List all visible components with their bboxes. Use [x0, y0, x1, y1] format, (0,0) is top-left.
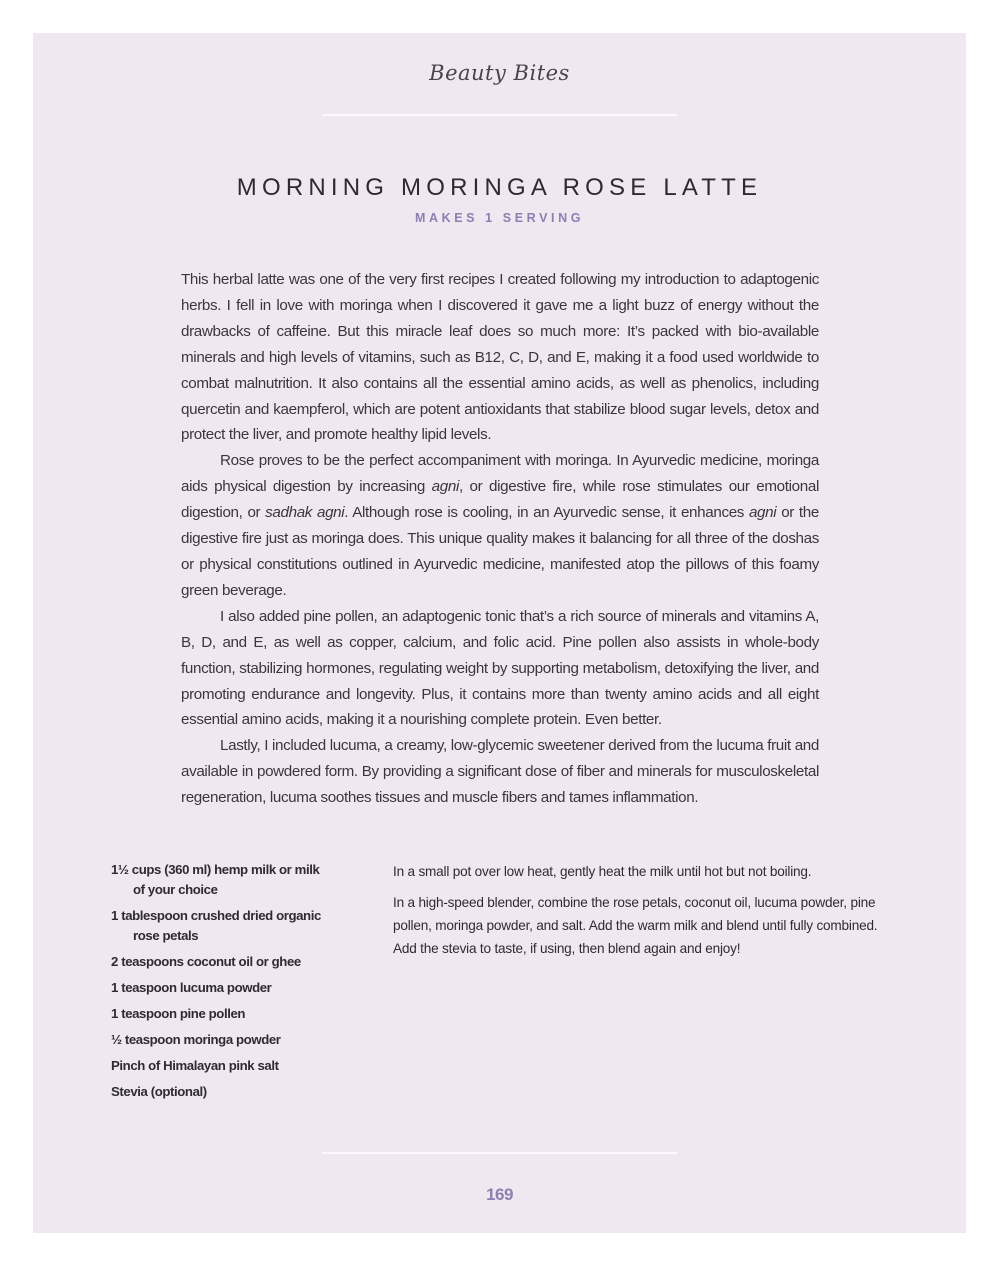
recipe-intro: [181, 267, 819, 811]
intro-paragraph: I also added pine pollen, an adaptogenic tonic that’s a rich source of minerals and vitamins A, B, D, and E, as well as copper, calcium, and folic acid. Pine pollen also assists in whole-body function, stabilizing hormones, regulating weight by supporting metabolism, detoxifying the liver, and promoting endurance and longevity. Plus, it contains more than twenty amino acids and all eight essential amino acids, making it a nourishing complete protein. Even better.: [181, 607, 819, 729]
intro-text: or the digestive fire just as moringa does. This unique quality makes it balancing for all three of the doshas or physical constitutions outlined in Ayurvedic medicine, manifested atop the pillows of this foamy green beverage.: [181, 504, 819, 599]
intro-paragraph: This herbal latte was one of the very first recipes I created following my introduction to adaptogenic herbs. I fell in love with moringa when I discovered it gave me a light buzz of energy without the drawbacks of caffeine. But this miracle leaf does so much more: It’s packed with bio-available minerals and high levels of vitamins, such as B12, C, D, and E, making it a food used worldwide to combat malnutrition. It also contains all the essential amino acids, as well as phenolics, including quercetin and kaempferol, which are potent antioxidants that stabilize blood sugar levels, detox and protect the liver, and promote healthy lipid levels.: [181, 271, 819, 444]
direction-step: In a small pot over low heat, gently heat the milk until hot but not boiling.: [393, 864, 812, 879]
intro-italic-term: agni: [748, 504, 777, 522]
intro-paragraph: Lastly, I included lucuma, a creamy, low-glycemic sweetener derived from the lucuma fruit and available in powdered form. By providing a significant dose of fiber and minerals for musculoskeletal regeneration, lucuma soothes tissues and muscle fibers and tames inflammation.: [181, 737, 819, 807]
ingredient-item: Pinch of Himalayan pink salt: [111, 1058, 279, 1073]
ingredient-item: ½ teaspoon moringa powder: [111, 1032, 281, 1047]
intro-italic-term: agni: [431, 478, 459, 496]
page-number: 169: [486, 1185, 513, 1204]
ingredient-item: 1 teaspoon pine pollen: [111, 1006, 246, 1021]
ingredient-list: [111, 860, 321, 1108]
ingredient-item: 1 tablespoon crushed dried organic rose petals: [111, 908, 321, 943]
recipe-yield: MAKES 1 SERVING: [414, 211, 585, 225]
intro-text: , or digestive fire, while rose stimulates our emotional digestion, or: [181, 478, 819, 522]
footer-divider: [322, 1152, 677, 1154]
intro-text: . Although rose is cooling, in an Ayurvedic sense, it enhances: [344, 504, 749, 522]
ingredient-item: 2 teaspoons coconut oil or ghee: [111, 954, 301, 969]
intro-paragraph: [181, 448, 819, 603]
recipe-title: MORNING MORINGA ROSE LATTE: [236, 174, 763, 202]
ingredient-item: 1½ cups (360 ml) hemp milk or milk of your choice: [111, 862, 320, 897]
direction-step: In a high-speed blender, combine the rose petals, coconut oil, lucuma powder, pine pollen, moringa powder, and salt. Add the warm milk and blend until fully combined. Add the stevia to taste, if using, then blend again and enjoy!: [393, 895, 878, 956]
running-head: Beauty Bites: [429, 61, 570, 85]
ingredient-item: Stevia (optional): [111, 1084, 207, 1099]
header-divider: [322, 114, 677, 116]
intro-text: Rose proves to be the perfect accompaniment with moringa. In Ayurvedic medicine, moringa aids physical digestion by increasing: [181, 452, 819, 496]
intro-italic-term: sadhak agni: [265, 504, 345, 522]
ingredient-item: 1 teaspoon lucuma powder: [111, 980, 272, 995]
directions: [393, 860, 898, 968]
book-page: [33, 33, 966, 1233]
